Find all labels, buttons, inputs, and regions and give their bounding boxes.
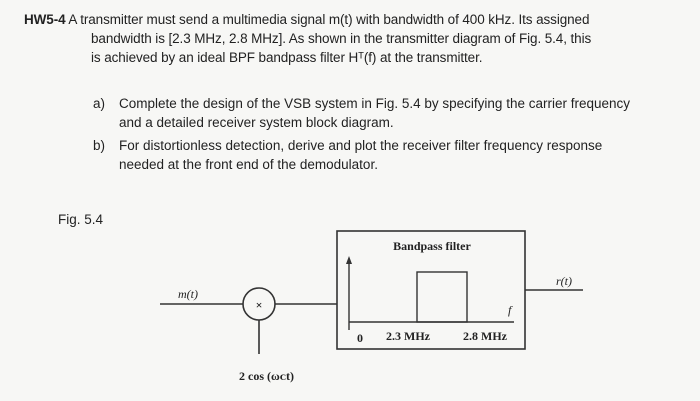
freq-axis-label: f [508, 303, 512, 317]
filter-title: Bandpass filter [393, 239, 471, 253]
problem-line-2: bandwidth is [2.3 MHz, 2.8 MHz]. As shown in the transmitter diagram of Fig. 5.4, this [91, 31, 592, 46]
figure-label: Fig. 5.4 [58, 212, 104, 227]
problem-label: HW5-4 [24, 12, 66, 27]
freq-low-label: 2.3 MHz [386, 329, 430, 343]
part-b-letter: b) [93, 138, 106, 153]
part-a-line-2: and a detailed receiver system block diagram. [119, 115, 394, 130]
input-label: m(t) [178, 287, 198, 301]
problem-line-3: is achieved by an ideal BPF bandpass filter Hᵀ(f) at the transmitter. [91, 50, 483, 65]
passband-rectangle [417, 272, 467, 322]
part-b-line-2: needed at the front end of the demodulator. [119, 157, 378, 172]
output-label: r(t) [556, 274, 572, 288]
vertical-axis-arrow [346, 256, 352, 264]
mixer-symbol: × [255, 298, 263, 312]
problem-text-1: A transmitter must send a multimedia signal m(t) with bandwidth of 400 kHz. Its assigned [68, 12, 590, 27]
part-a-line-1: Complete the design of the VSB system in Fig. 5.4 by specifying the carrier frequency [119, 96, 631, 111]
carrier-label: 2 cos (ωᴄt) [239, 369, 295, 383]
part-a-letter: a) [93, 96, 106, 111]
part-b-line-1: For distortionless detection, derive and plot the receiver filter frequency response [119, 138, 603, 153]
axis-zero-label: 0 [357, 331, 363, 345]
freq-high-label: 2.8 MHz [463, 329, 507, 343]
